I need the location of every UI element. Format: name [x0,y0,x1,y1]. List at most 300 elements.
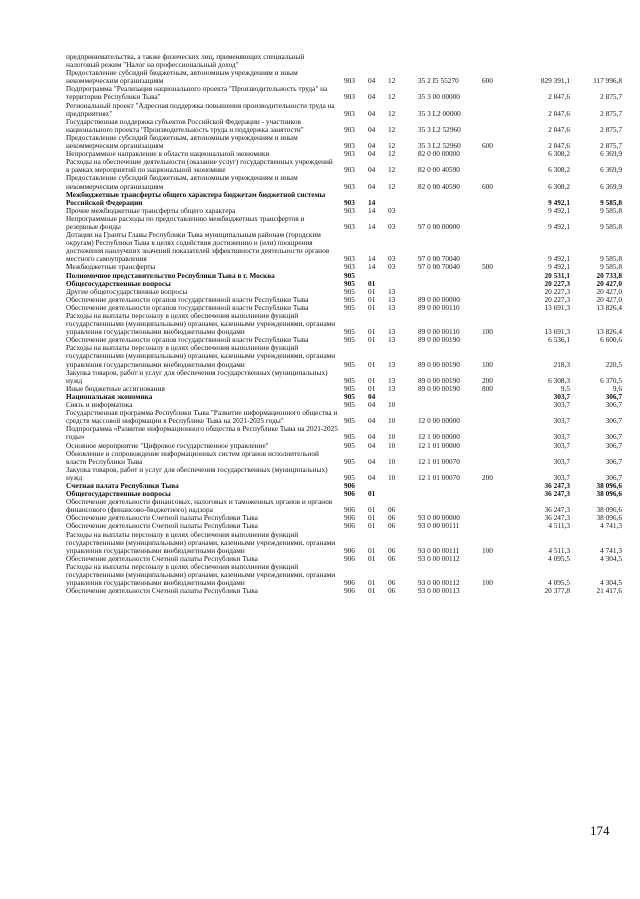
target-article-code [418,272,482,280]
expense-type-code: 100 [482,359,493,369]
amount-year-1: 13 691,3 [544,327,570,337]
ministry-code: 906 [344,480,355,490]
subsection-code: 13 [388,375,396,385]
expense-type-code: 600 [482,76,493,86]
target-article-code [418,490,482,498]
section-code: 01 [368,578,376,588]
amount-year-2: 2 875,7 [600,124,622,134]
table-row [66,563,622,587]
table-row [66,425,622,441]
section-code: 14 [368,262,376,272]
amount-year-1: 2 847,6 [548,141,570,151]
ministry-code: 903 [344,124,355,134]
amount-year-1: 303,7 [553,440,570,450]
row-name: Закупка товаров, работ и услуг для обеспечения государственных (муниципальных) нужд [66,367,328,385]
amount-year-2: 306,7 [605,472,622,482]
section-code: 14 [368,197,376,207]
target-article-code: 97 0 00 70040 [418,262,460,272]
expense-type-code: 500 [482,262,493,272]
amount-year-1: 4 511,3 [548,521,570,531]
amount-year-1: 303,7 [553,472,570,482]
row-name: Расходы на выплаты персоналу в целях обеспечения выполнения функций государственными (муниципальными) органами, казенными учреждениями, органами управления государственными внебюджетными фондами [66,529,336,555]
section-code: 01 [368,286,376,296]
expense-type-code [482,102,516,118]
amount-year-1: 6 308,2 [548,149,570,159]
ministry-code: 903 [344,141,355,151]
amount-year-2: 38 096,6 [596,480,622,490]
amount-year-2: 20 427,0 [596,286,622,296]
subsection-code: 13 [388,335,396,345]
amount-year-2: 9,6 [612,383,622,393]
section-code: 01 [368,521,376,531]
target-article-code: 97 0 00 00000 [418,221,460,231]
target-article-code: 35 3 L2 52960 [418,141,461,151]
target-article-code: 12 1 01 00070 [418,472,460,482]
amount-year-1: 20 227,3 [544,294,570,304]
expense-type-code [482,215,516,231]
table-row [66,531,622,555]
section-code: 04 [368,416,376,426]
amount-year-2: 21 417,6 [596,586,622,596]
section-code: 14 [368,205,376,215]
ministry-code: 905 [344,286,355,296]
expense-type-code: 200 [482,472,493,482]
ministry-code: 905 [344,456,355,466]
row-name: Общегосударственные вопросы [66,489,171,499]
expense-type-code [482,304,516,312]
expense-type-code [482,498,516,514]
row-name: Общегосударственные вопросы [66,278,171,288]
amount-year-1: 20 377,8 [544,586,570,596]
table-row [66,134,622,150]
row-name: Расходы на выплаты персоналу в целях обеспечения выполнения функций государственными (муниципальными) органами, казенными учреждениями, органами управления государственными внебюджетными фондами [66,311,336,337]
section-code: 04 [368,92,376,102]
amount-year-1: 303,7 [553,400,570,410]
target-article-code: 89 0 00 00190 [418,359,460,369]
subsection-code: 06 [388,513,396,523]
row-name: Национальная экономика [66,391,153,401]
row-name: Связь и информатика [66,400,133,410]
amount-year-1: 829 391,1 [540,76,570,86]
subsection-code [388,191,418,207]
row-name: Другие общегосударственные вопросы [66,286,188,296]
amount-year-1: 218,3 [553,359,570,369]
section-code: 04 [368,108,376,118]
amount-year-1: 13 691,3 [544,302,570,312]
section-code: 01 [368,505,376,515]
section-code [368,53,388,69]
subsection-code: 06 [388,578,396,588]
amount-year-2: 306,7 [605,400,622,410]
target-article-code [418,280,482,288]
amount-year-2: 9 585,8 [600,262,622,272]
amount-year-1: 6 308,2 [548,181,570,191]
row-name: предпринимательства, а также физических лиц, применяющих специальный налоговый режим "Налог на профессиональный доход" [66,52,305,70]
table-row [66,158,622,174]
row-name: Расходы на обеспечение деятельности (оказание услуг) государственных учреждений в рамках мероприятий по национальной экономике [66,157,333,175]
subsection-code: 12 [388,181,396,191]
amount-year-2: 9 585,8 [600,221,622,231]
row-name: Полномочное представительство Республики Тыва в г. Москва [66,270,275,280]
ministry-code: 905 [344,400,355,410]
target-article-code [418,498,482,514]
section-code: 14 [368,254,376,264]
table-row [66,85,622,101]
expense-type-code [482,336,516,344]
target-article-code: 93 0 00 00111 [418,521,460,531]
amount-year-1: 2 847,6 [548,92,570,102]
section-code: 04 [368,440,376,450]
amount-year-2: 4 741,3 [600,545,622,555]
subsection-code: 03 [388,205,396,215]
expense-type-code [482,425,516,441]
expense-type-code [482,53,516,69]
row-name: Расходы на выплаты персоналу в целях обеспечения выполнения функций государственными (муниципальными) органами, казенными учреждениями, органами управления государственными внебюджетными фондами [66,561,336,588]
ministry-code: 906 [344,513,355,523]
ministry-code: 906 [344,553,355,563]
expense-type-code [482,118,516,134]
ministry-code: 906 [344,545,355,555]
target-article-code: 89 0 00 00190 [418,335,460,345]
ministry-code: 905 [344,416,355,426]
amount-year-2: 306,7 [605,440,622,450]
amount-year-2: 6 369,9 [600,165,622,175]
expense-type-code: 100 [482,327,493,337]
subsection-code: 12 [388,76,396,86]
subsection-code: 12 [388,165,396,175]
row-name: Обновление и сопровождение информационных систем органов исполнительной власти Республики Тыва [66,448,319,466]
amount-year-1 [516,53,570,69]
target-article-code: 35 3 L2 52960 [418,124,461,134]
amount-year-2: 9 585,8 [600,197,622,207]
amount-year-2: 13 826,4 [596,302,622,312]
row-name: Непрограммное направление в области национальной экономики [66,149,270,159]
expense-type-code [482,409,516,425]
target-article-code: 97 0 00 70040 [418,254,460,264]
subsection-code: 10 [388,440,396,450]
expense-type-code [482,296,516,304]
target-article-code: 93 0 00 00000 [418,513,460,523]
amount-year-1: 9 492,1 [548,221,570,231]
amount-year-1: 9,5 [560,383,570,393]
amount-year-1: 2 847,6 [548,108,570,118]
target-article-code: 89 0 00 00190 [418,383,460,393]
amount-year-1: 4 095,5 [548,553,570,563]
target-article-code: 93 0 00 00112 [418,553,460,563]
amount-year-1: 36 247,3 [544,480,570,490]
amount-year-2: 2 875,7 [600,141,622,151]
subsection-code: 12 [388,141,396,151]
section-code: 01 [368,375,376,385]
row-name: Межбюджетные трансферты общего характера бюджетам бюджетной системы Российской Федерации [66,189,326,207]
section-code: 01 [368,489,376,499]
subsection-code: 06 [388,521,396,531]
row-name: Предоставление субсидий бюджетным, автономным учреждениям и иным некоммерческим организациям [66,68,298,86]
expense-type-code [482,490,516,498]
amount-year-1: 6 308,3 [548,375,570,385]
subsection-code: 06 [388,586,396,596]
table-row [66,215,622,231]
subsection-code: 10 [388,400,396,410]
expense-type-code [482,231,516,263]
row-name: Обеспечение деятельности органов государственной власти Республики Тыва [66,302,309,312]
target-article-code: 12 1 01 00070 [418,456,460,466]
amount-year-2: 117 996,8 [593,76,622,86]
target-article-code [418,393,482,401]
expense-type-code: 100 [482,545,493,555]
subsection-code: 10 [388,432,396,442]
amount-year-2: 20 427,0 [596,278,622,288]
section-code: 01 [368,335,376,345]
row-name: Обеспечение деятельности финансовых, налоговых и таможенных органов и органов финансового (финансово-бюджетного) надзора [66,497,333,515]
subsection-code: 13 [388,286,396,296]
table-row [66,450,622,466]
ministry-code: 906 [344,578,355,588]
amount-year-2: 4 741,3 [600,521,622,531]
section-code: 01 [368,553,376,563]
ministry-code: 903 [344,165,355,175]
row-name: Прочие межбюджетные трансферты общего характера [66,205,236,215]
subsection-code: 10 [388,472,396,482]
ministry-code: 905 [344,440,355,450]
table-row [66,344,622,368]
amount-year-2: 220,5 [605,359,622,369]
amount-year-1: 303,7 [553,432,570,442]
section-code: 01 [368,327,376,337]
ministry-code: 903 [344,108,355,118]
section-code: 01 [368,513,376,523]
table-row [66,118,622,134]
section-code: 04 [368,124,376,134]
expense-type-code [482,158,516,174]
expense-type-code: 200 [482,375,493,385]
table-row [66,587,622,595]
expense-type-code [482,482,516,490]
amount-year-1: 9 492,1 [548,205,570,215]
amount-year-1: 6 308,2 [548,165,570,175]
subsection-code: 13 [388,327,396,337]
subsection-code: 10 [388,416,396,426]
section-code: 04 [368,400,376,410]
amount-year-2: 4 304,5 [600,553,622,563]
expense-type-code [482,401,516,409]
expense-type-code [482,280,516,288]
table-row [66,191,622,207]
target-article-code: 82 0 00 40590 [418,165,460,175]
target-article-code: 12 1 00 00000 [418,432,460,442]
section-code: 04 [368,472,376,482]
section-code: 14 [368,221,376,231]
amount-year-2: 306,7 [605,391,622,401]
amount-year-2: 9 585,8 [600,205,622,215]
target-article-code: 93 0 00 00113 [418,586,460,596]
row-name: Дотации на Гранты Главы Республики Тыва муниципальным районам (городским округам) Республики Тыва в целях содействия достижению и (или) поощрения достижения наилучших значений показателей эффективности деятельности органов местного самоуправления [66,230,330,264]
ministry-code: 905 [344,278,355,288]
table-row [66,369,622,385]
section-code: 04 [368,149,376,159]
row-name: Региональный проект "Адресная поддержка повышения производительности труда на предприятиях" [66,100,335,118]
ministry-code: 905 [344,327,355,337]
row-name: Обеспечение деятельности органов государственной власти Республики Тыва [66,335,309,345]
section-code: 04 [368,76,376,86]
amount-year-1: 303,7 [553,391,570,401]
expense-type-code [482,288,516,296]
table-row [66,102,622,118]
amount-year-1: 36 247,3 [544,505,570,515]
row-name: Государственная поддержка субъектов Российской Федерации - участников национального проекта "Производительность труда и поддержка занятости" [66,116,304,134]
section-code: 01 [368,545,376,555]
section-code: 04 [368,432,376,442]
section-code: 01 [368,359,376,369]
ministry-code: 906 [344,489,355,499]
subsection-code: 03 [388,221,396,231]
amount-year-1: 303,7 [553,456,570,466]
ministry-code: 905 [344,383,355,393]
target-article-code: 93 0 00 00111 [418,545,460,555]
section-code: 04 [368,456,376,466]
expense-type-code [482,191,516,207]
amount-year-2: 4 304,5 [600,578,622,588]
subsection-code [388,490,418,498]
amount-year-1: 9 492,1 [548,197,570,207]
subsection-code: 03 [388,262,396,272]
subsection-code [388,272,418,280]
amount-year-1: 36 247,3 [544,513,570,523]
expense-type-code [482,587,516,595]
subsection-code: 03 [388,254,396,264]
amount-year-1: 9 492,1 [548,254,570,264]
ministry-code: 905 [344,375,355,385]
target-article-code: 93 0 00 00112 [418,578,460,588]
ministry-code: 903 [344,262,355,272]
row-name: Непрограммные расходы по предоставлению межбюджетных трансфертов и резервные фонды [66,213,305,231]
ministry-code: 903 [344,92,355,102]
ministry-code: 903 [344,181,355,191]
ministry-code: 905 [344,359,355,369]
target-article-code: 89 0 00 00190 [418,375,460,385]
subsection-code: 12 [388,108,396,118]
subsection-code: 12 [388,92,396,102]
target-article-code: 82 0 00 40590 [418,181,460,191]
amount-year-2: 2 875,7 [600,108,622,118]
ministry-code: 905 [344,391,355,401]
section-code: 04 [368,141,376,151]
section-code: 01 [368,383,376,393]
amount-year-2: 9 585,8 [600,254,622,264]
amount-year-2: 6 600,6 [600,335,622,345]
section-code: 04 [368,181,376,191]
row-name: Расходы на выплаты персоналу в целях обеспечения выполнения функций государственными (муниципальными) органами, казенными учреждениями, органами управления государственными внебюджетными фондами [66,343,336,369]
expense-type-code: 800 [482,383,493,393]
amount-year-2: 306,7 [605,432,622,442]
ministry-code: 905 [344,432,355,442]
subsection-code: 13 [388,302,396,312]
target-article-code [418,191,482,207]
ministry-code: 905 [344,472,355,482]
target-article-code: 35 2 I5 55270 [418,76,459,86]
row-name: Обеспечение деятельности органов государственной власти Республики Тыва [66,294,309,304]
row-name: Обеспечение деятельности Счетной палаты Республики Тыва [66,513,258,523]
subsection-code: 06 [388,505,396,515]
table-row [66,409,622,425]
amount-year-2: 38 096,6 [596,489,622,499]
ministry-code: 905 [344,270,355,280]
expense-type-code [482,150,516,158]
amount-year-2: 20 733,8 [596,270,622,280]
subsection-code [388,482,418,490]
ministry-code: 903 [344,76,355,86]
table-row [66,466,622,482]
row-name: Основное мероприятие "Цифровое государственное управление" [66,440,269,450]
amount-year-2: 6 370,5 [600,375,622,385]
section-code: 01 [368,302,376,312]
target-article-code [418,482,482,490]
row-name: Межбюджетные трансферты [66,262,156,272]
expense-type-code: 600 [482,181,493,191]
row-name: Обеспечение деятельности Счетной палаты Республики Тыва [66,521,258,531]
expense-type-code [482,85,516,101]
row-name: Обеспечение деятельности Счетной палаты Республики Тыва [66,553,258,563]
amount-year-1: 303,7 [553,416,570,426]
target-article-code [418,207,482,215]
row-name: Закупка товаров, работ и услуг для обеспечения государственных (муниципальных) нужд [66,464,328,482]
ministry-code: 905 [344,302,355,312]
row-name: Подпрограмма «Развитие информационного общества в Республике Тыва на 2021-2025 годы» [66,424,338,442]
table-row [66,312,622,336]
amount-year-1: 20 227,3 [544,286,570,296]
section-code: 01 [368,278,376,288]
table-row [66,174,622,190]
subsection-code: 13 [388,359,396,369]
target-article-code: 89 0 00 00110 [418,302,460,312]
section-code: 04 [368,165,376,175]
amount-year-2: 20 427,0 [596,294,622,304]
amount-year-2: 306,7 [605,456,622,466]
table-body [66,53,622,595]
ministry-code: 905 [344,335,355,345]
ministry-code: 903 [344,205,355,215]
expense-type-code [482,442,516,450]
expense-type-code: 600 [482,141,493,151]
row-name: Обеспечение деятельности Счетной палаты Республики Тыва [66,586,258,596]
table-row [66,498,622,514]
table-row [66,231,622,263]
subsection-code: 13 [388,383,396,393]
amount-year-2: 2 875,7 [600,92,622,102]
amount-year-1: 20 227,3 [544,278,570,288]
expense-type-code: 100 [482,578,493,588]
amount-year-2: 38 096,6 [596,505,622,515]
amount-year-2: 6 369,9 [600,181,622,191]
ministry-code: 903 [344,221,355,231]
row-name: Иные бюджетные ассигнования [66,383,165,393]
page-number: 174 [590,823,610,838]
row-name: Подпрограмма "Реализация национального проекта "Производительность труда" на территории Республики Тыва" [66,84,328,102]
table-row [66,53,622,69]
subsection-code: 12 [388,124,396,134]
subsection-code: 06 [388,545,396,555]
expense-type-code [482,450,516,466]
subsection-code: 13 [388,294,396,304]
row-name: Предоставление субсидий бюджетным, автономным учреждениям и иным некоммерческим организациям [66,173,298,191]
target-article-code [418,401,482,409]
amount-year-1: 20 531,1 [544,270,570,280]
target-article-code: 89 0 00 00110 [418,327,460,337]
section-code: 01 [368,294,376,304]
ministry-code: 903 [344,254,355,264]
amount-year-1: 36 247,3 [544,489,570,499]
amount-year-1: 4 511,3 [548,545,570,555]
